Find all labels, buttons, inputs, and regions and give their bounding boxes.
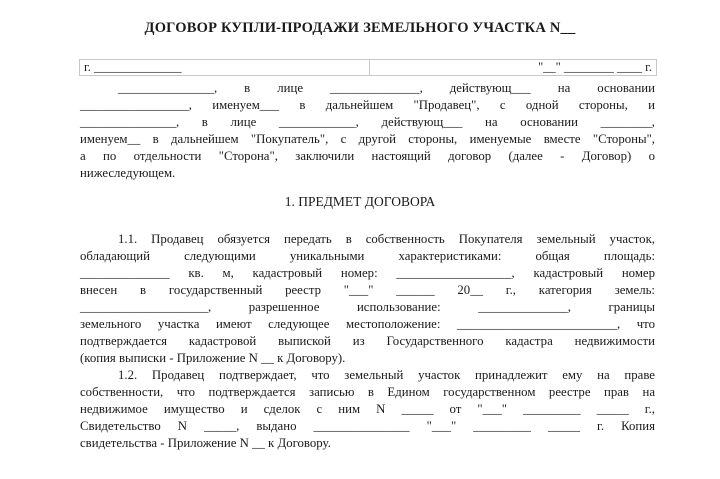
clause-line: Свидетельство N _____, выдано _______________ "___" _________ _____ г. Копия	[80, 419, 655, 433]
preamble-line: нижеследующем.	[80, 166, 176, 180]
clause-line: 1.2. Продавец подтверждает, что земельный участок принадлежит ему на праве	[118, 368, 655, 382]
clause-line: внесен в государственный реестр "___" ______ 20__ г., категория земель:	[80, 283, 655, 297]
preamble-line: а по отдельности "Сторона", заключили настоящий договор (далее - Договор) о	[80, 149, 655, 163]
date-field: "__" ________ ____ г.	[538, 60, 652, 74]
clause-line: обладающий следующими уникальными характеристиками: общая площадь:	[80, 249, 655, 263]
clause-line: ____________________, разрешенное использование: ______________, границы	[80, 300, 655, 314]
preamble-line: именуем__ в дальнейшем "Покупатель", с другой стороны, именуемые вместе "Стороны",	[80, 132, 655, 146]
clause-line: недвижимое имущество и сделок с ним N _____ от "___" _________ _____ г.,	[80, 402, 655, 416]
preamble-line: _________________, именуем___ в дальнейшем "Продавец", с одной стороны, и	[80, 98, 655, 112]
cell-divider	[369, 60, 370, 75]
preamble-line: _______________, в лице ______________, действующ___ на основании	[118, 81, 655, 95]
clause-line: свидетельства - Приложение N __ к Договору.	[80, 436, 331, 450]
city-field: г. ______________	[84, 60, 182, 74]
clause-line: собственности, что подтверждается записью в Едином государственном реестре прав на	[80, 385, 655, 399]
clause-line: подтверждается кадастровой выпиской из Государственного кадастра недвижимости	[80, 334, 655, 348]
clause-line: 1.1. Продавец обязуется передать в собственность Покупателя земельный участок,	[118, 232, 655, 246]
clause-line: земельного участка имеют следующее местоположение: _________________________, что	[80, 317, 655, 331]
section-heading: 1. ПРЕДМЕТ ДОГОВОРА	[284, 194, 436, 209]
document-title: ДОГОВОР КУПЛИ-ПРОДАЖИ ЗЕМЕЛЬНОГО УЧАСТКА N__	[144, 20, 576, 36]
clause-line: ______________ кв. м, кадастровый номер: __________________, кадастровый номер	[80, 266, 655, 280]
clause-line: (копия выписки - Приложение N __ к Договору).	[80, 351, 346, 365]
preamble-line: _______________, в лице ____________, действующ___ на основании ________,	[80, 115, 655, 129]
place-date-row	[79, 59, 657, 76]
